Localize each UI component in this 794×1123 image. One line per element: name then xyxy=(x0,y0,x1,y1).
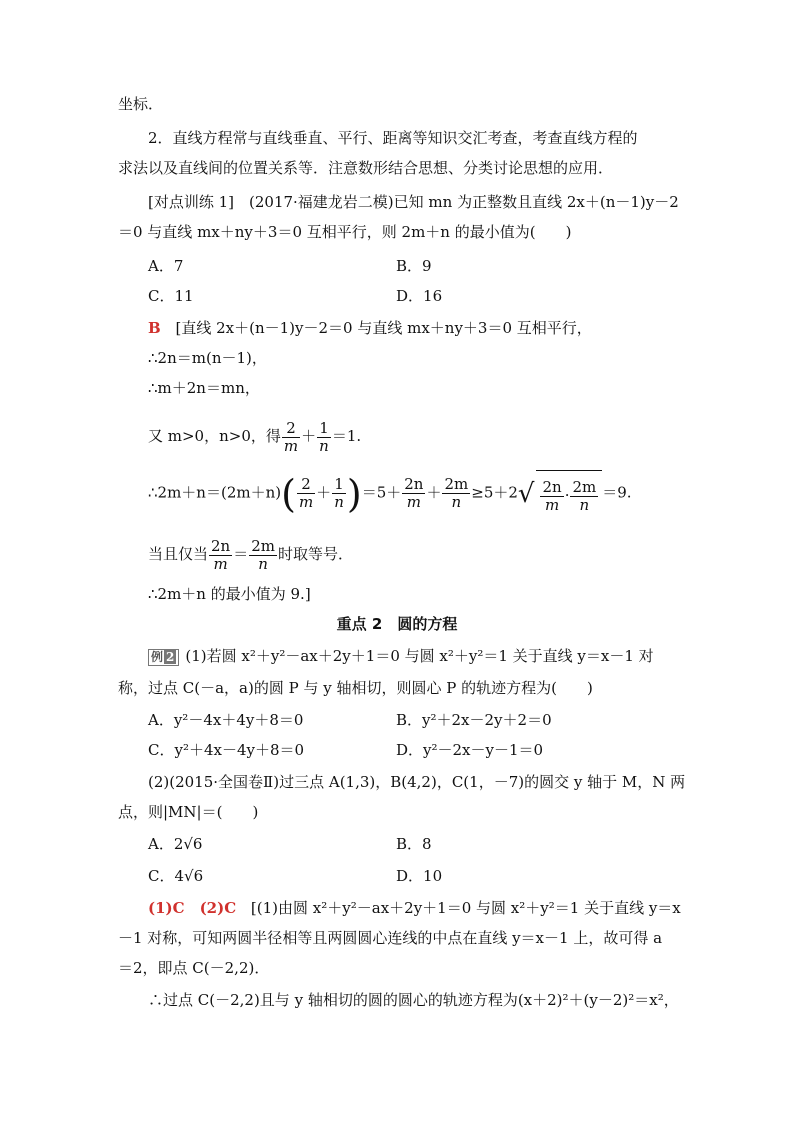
option-d: D．16 xyxy=(396,287,443,305)
example-badge: 例 2 xyxy=(148,649,179,666)
fraction: $\frac{2}{m}$ xyxy=(298,475,314,511)
fraction: $\frac{1}{n}$ xyxy=(334,475,344,511)
text-line: 求法以及直线间的位置关系等．注意数形结合思想、分类讨论思想的应用． xyxy=(118,159,614,177)
solution-line: ∴2m＋n 的最小值为 9.] xyxy=(148,585,311,603)
text-line: 点，则|MN|＝( ) xyxy=(118,803,259,821)
fraction: $\frac{2m}{n}$ xyxy=(251,536,276,573)
fraction: $\frac{2n}{m}$ xyxy=(211,536,231,573)
section-heading: 重点 2 圆的方程 xyxy=(336,615,458,633)
solution-line: ＝2，即点 C(－2,2)． xyxy=(118,959,270,977)
option-a: A．7 xyxy=(148,257,184,275)
text-line: ＝0 与直线 mx＋ny＋3＝0 互相平行，则 2m＋n 的最小值为( ) xyxy=(118,223,572,241)
solution-line: (1)C (2)C [(1)由圆 x²＋y²－ax＋2y＋1＝0 与圆 x²＋y²＝1 关于直线 y＝x xyxy=(148,899,681,917)
fraction: $\frac{2n}{m}$ xyxy=(404,475,424,511)
example-stem: 例 2 (1)若圆 x²＋y²－ax＋2y＋1＝0 与圆 x²＋y²＝1 关于直线 y＝x－1 对 xyxy=(148,646,654,666)
answer-label: B xyxy=(148,319,161,337)
option-a: A．2√6 xyxy=(148,835,203,853)
option-d: D．y²－2x－y－1＝0 xyxy=(396,741,544,759)
solution-line: ∴过点 C(－2,2)且与 y 轴相切的圆的圆心的轨迹方程为(x＋2)²＋(y－2)²＝x²， xyxy=(148,991,679,1009)
square-root: $\frac{2n}{m}$ · $\frac{2m}{n}$ xyxy=(536,470,602,517)
text-line: 称，过点 C(－a，a)的圆 P 与 y 轴相切，则圆心 P 的轨迹方程为( ) xyxy=(118,679,593,697)
answer-label: (1)C (2)C xyxy=(148,899,237,917)
option-b: B．y²＋2x－2y＋2＝0 xyxy=(396,711,552,729)
practice-question-stem: [对点训练 1] (2017·福建龙岩二模)已知 mn 为正整数且直线 2x＋(n－1)y－2 xyxy=(148,193,679,211)
option-b: B．8 xyxy=(396,835,432,853)
solution-line: ∴2n＝m(n－1)， xyxy=(148,349,267,367)
option-b: B．9 xyxy=(396,257,432,275)
example-stem: (2)(2015·全国卷Ⅱ)过三点 A(1,3)，B(4,2)，C(1，－7)的圆交 y 轴于 M，N 两 xyxy=(148,773,686,791)
solution-line: 又 m>0，n>0，得 $\frac{2}{m}$ ＋ $\frac{1}{n}$ ＝1. xyxy=(148,418,362,455)
text-line: 2．直线方程常与直线垂直、平行、距离等知识交汇考查，考查直线方程的 xyxy=(148,129,638,147)
option-c: C．y²＋4x－4y＋8＝0 xyxy=(148,741,305,759)
solution-line: B [直线 2x＋(n－1)y－2＝0 与直线 mx＋ny＋3＝0 互相平行， xyxy=(148,319,592,337)
text-line: 坐标． xyxy=(118,95,164,113)
fraction: $\frac{2m}{n}$ xyxy=(444,475,469,511)
solution-line: －1 对称，可知两圆半径相等且两圆圆心连线的中点在直线 y＝x－1 上，故可得 a xyxy=(118,929,663,947)
solution-line: 当且仅当 $\frac{2n}{m}$ ＝ $\frac{2m}{n}$ 时取等号． xyxy=(148,536,354,573)
option-c: C．11 xyxy=(148,287,194,305)
option-a: A．y²－4x＋4y＋8＝0 xyxy=(148,711,304,729)
solution-line: ∴m＋2n＝mn， xyxy=(148,379,260,397)
fraction: $\frac{2}{m}$ xyxy=(283,418,299,455)
fraction: $\frac{1}{n}$ xyxy=(319,418,329,455)
option-d: D．10 xyxy=(396,867,443,885)
solution-line: ∴2m＋n＝(2m＋n)( $\frac{2}{m}$ ＋ $\frac{1}{n}$ )＝5＋ $\frac{2n}{m}$ ＋ $\frac{2m}{n}$ ≥5＋2√ $\frac{2n}{m}$ · $\frac{2m}{n}$ ＝9. xyxy=(148,471,632,516)
option-c: C．4√6 xyxy=(148,867,204,885)
